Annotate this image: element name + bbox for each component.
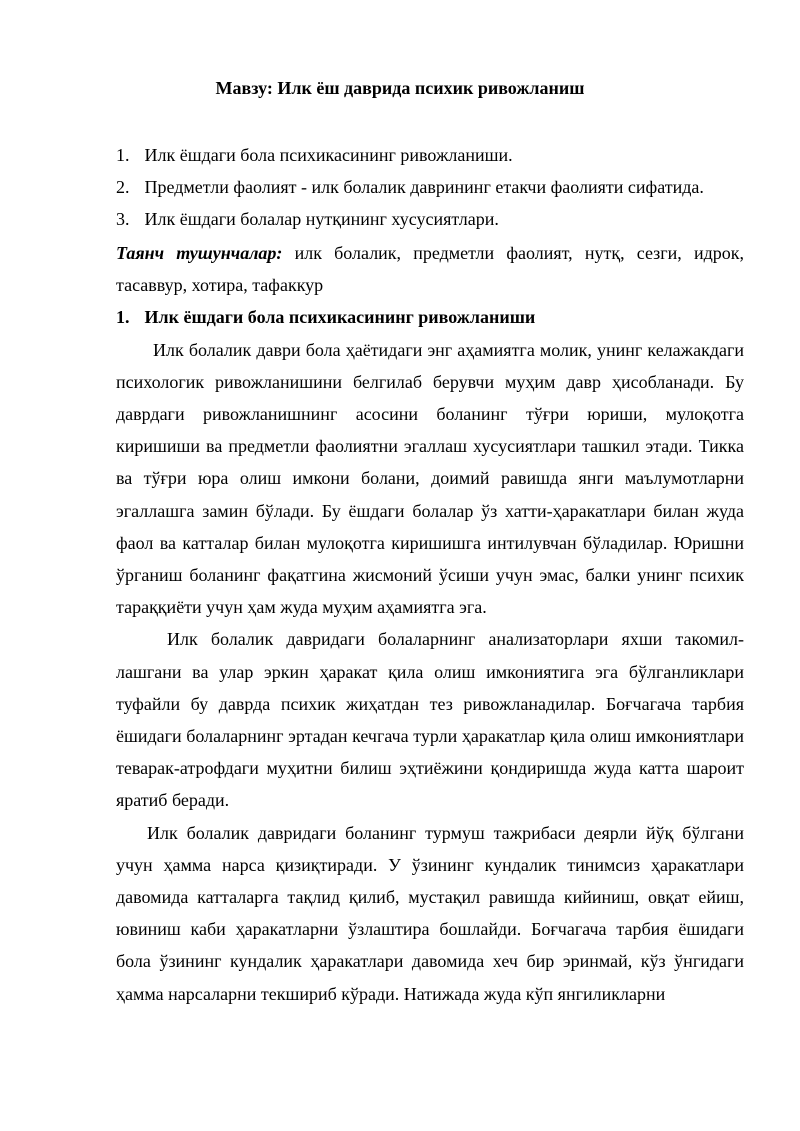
paragraph: Илк болалик давридаги боланинг турмуш тажрибаси деярли йўқ бўлгани учун ҳамма нарса қизиқтиради. У ўзининг кундалик тинимсиз ҳаракатлари давомида катталарга тақлид қилиб, мустақил равишда кийиниш, овқат ейиш, ювиниш каби ҳаракатларни ўзлаштира бошлайди. Боғчагача тарбия ёшидаги бола ўзининг кундалик ҳаракатлари давомида хеч бир эринмай, кўз ўнгидаги ҳамма нарсаларни текшириб кўради. Натижада жуда кўп янгиликларни [116, 822, 744, 1004]
page-title: Мавзу: Илк ёш даврида психик ривожланиш [215, 78, 585, 98]
paragraph: Илк болалик давридаги болаларнинг анализаторлари яхши такомил-лашгани ва улар эркин ҳаракат қила олиш имкониятига эга бўлганликлари туфайли бу даврда психик жиҳатдан тез ривожланадилар. Боғчагача тарбия ёшидаги болаларнинг эртадан кечгача турли ҳаракатлар қила олиш имкониятлари теварак-атрофдаги муҳитни билиш эҳтиёжини қондиришда жуда катта шароит яратиб беради. [116, 629, 744, 811]
key-concepts [116, 237, 744, 301]
outline-item-text: Предметли фаолият - илк болалик даврининг етакчи фаолияти сифатида. [144, 177, 704, 197]
outline-item-number: 2. [116, 177, 130, 197]
body-text [116, 237, 744, 1010]
outline-item-number: 1. [116, 145, 130, 165]
outline-item [116, 141, 744, 173]
outline-item [116, 173, 744, 205]
key-concepts-text: илк болалик, предметли фаолият, нутқ, сезги, идрок, тасаввур, хотира, тафаккур [116, 243, 745, 296]
section-heading-text: Илк ёшдаги бола психикасининг ривожланиши [144, 307, 536, 328]
paragraph: Илк болалик даври бола ҳаётидаги энг аҳамиятга молик, унинг келажакдаги психологик ривожланишини белгилаб берувчи муҳим давр ҳисобланади. Бу даврдаги ривожланишнинг асосини боланинг тўғри юриши, мулоқотга киришиши ва предметли фаолиятни эгаллаш хусусиятлари ташкил этади. Тикка ва тўғри юра олиш имкони болани, доимий равишда янги маълумотларни эгаллашга замин бўлади. Бу ёшдаги болалар ўз хатти-ҳаракатлари билан жуда фаол ва катталар билан мулоқотга киришишга интилувчан бўладилар. Юришни ўрганиш боланинг фақатгина жисмоний ўсиши учун эмас, балки унинг психик тараққиёти учун ҳам жуда муҳим аҳамиятга эга. [116, 339, 744, 618]
section-heading [116, 301, 744, 333]
key-concepts-label: Таянч тушунчалар: [116, 243, 283, 263]
outline-item-number: 3. [116, 209, 130, 229]
outline-item-text: Илк ёшдаги бола психикасининг ривожланиши. [144, 145, 513, 165]
topic-outline [116, 141, 744, 237]
outline-item [116, 205, 744, 237]
outline-item-text: Илк ёшдаги болалар нутқининг хусусиятлари. [144, 209, 499, 229]
section-heading-number: 1. [116, 307, 130, 328]
